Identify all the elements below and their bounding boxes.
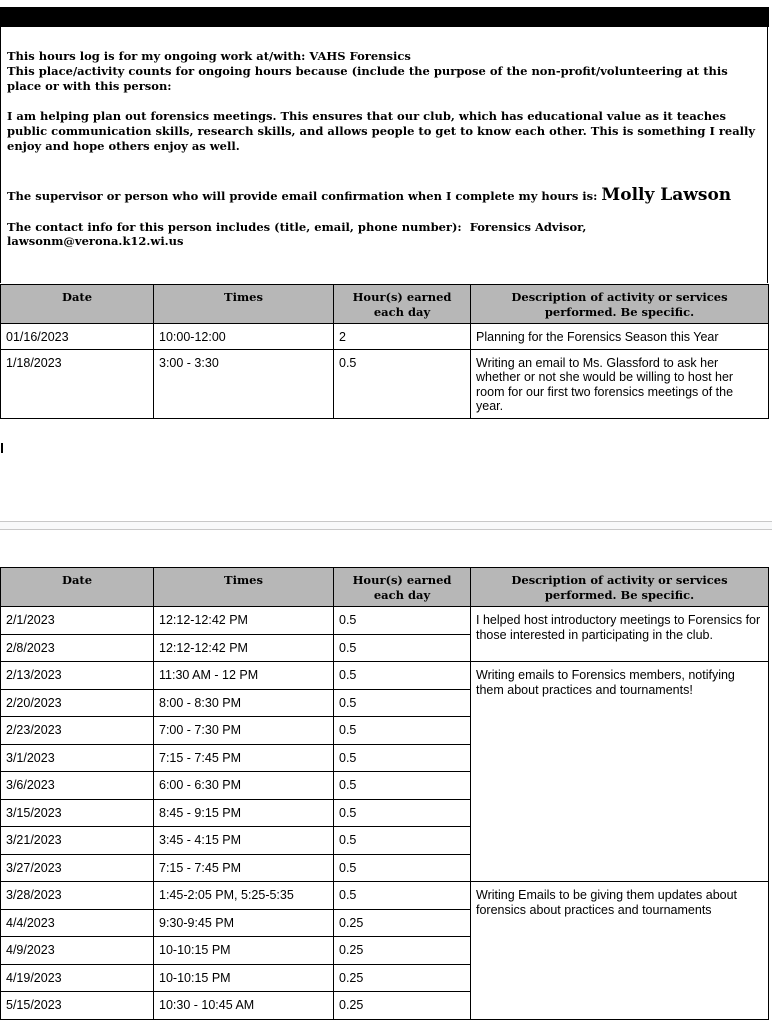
cell-times[interactable]: 6:00 - 6:30 PM xyxy=(154,772,334,800)
cell-times[interactable]: 10-10:15 PM xyxy=(154,964,334,992)
cell-description[interactable]: Planning for the Forensics Season this Year xyxy=(471,324,769,350)
cell-times[interactable]: 12:12-12:42 PM xyxy=(154,607,334,635)
table-row xyxy=(1,349,769,418)
cell-date[interactable]: 1/18/2023 xyxy=(1,349,154,418)
cell-date[interactable]: 01/16/2023 xyxy=(1,324,154,350)
cell-times[interactable]: 12:12-12:42 PM xyxy=(154,634,334,662)
cell-date[interactable]: 3/1/2023 xyxy=(1,744,154,772)
cell-times[interactable]: 3:00 - 3:30 xyxy=(154,349,334,418)
contact-line xyxy=(7,220,762,248)
work-line: This hours log is for my ongoing work at/with: VAHS Forensics xyxy=(7,49,411,63)
table-row xyxy=(1,324,769,350)
cell-hours[interactable]: 0.25 xyxy=(334,909,471,937)
cell-hours[interactable]: 0.5 xyxy=(334,772,471,800)
header-description: Description of activity or services performed. Be specific. xyxy=(471,285,769,324)
contact-prompt: The contact info for this person includes (title, email, phone number): xyxy=(7,220,462,234)
cell-date[interactable]: 3/6/2023 xyxy=(1,772,154,800)
cell-date[interactable]: 3/27/2023 xyxy=(1,854,154,882)
cell-date[interactable]: 3/21/2023 xyxy=(1,827,154,855)
header-times: Times xyxy=(154,285,334,324)
cell-date[interactable]: 5/15/2023 xyxy=(1,992,154,1020)
supervisor-name: Molly Lawson xyxy=(601,185,732,205)
cell-hours[interactable]: 0.5 xyxy=(334,744,471,772)
cell-hours[interactable]: 0.5 xyxy=(334,662,471,690)
header-times: Times xyxy=(154,568,334,607)
section-header-bar xyxy=(0,7,769,27)
cell-description[interactable]: Writing Emails to be giving them updates about forensics about practices and tournaments xyxy=(471,882,769,1020)
purpose-text: I am helping plan out forensics meetings. This ensures that our club, which has educational value as it teaches public communication skills, research skills, and allows people to get to know each other. This is something I really enjoy and hope others enjoy as well. xyxy=(7,109,756,153)
text-cursor xyxy=(1,443,3,453)
cell-hours[interactable]: 0.5 xyxy=(334,882,471,910)
cell-times[interactable]: 3:45 - 4:15 PM xyxy=(154,827,334,855)
supervisor-prompt: The supervisor or person who will provide email confirmation when I complete my hours is: xyxy=(7,189,598,203)
cell-date[interactable]: 2/8/2023 xyxy=(1,634,154,662)
header-date: Date xyxy=(1,568,154,607)
cell-description[interactable]: I helped host introductory meetings to Forensics for those interested in participating in the club. xyxy=(471,607,769,662)
cell-description[interactable]: Writing emails to Forensics members, notifying them about practices and tournaments! xyxy=(471,662,769,882)
cell-date[interactable]: 2/20/2023 xyxy=(1,689,154,717)
supervisor-line xyxy=(7,183,762,208)
cell-hours[interactable]: 0.5 xyxy=(334,607,471,635)
cell-times[interactable]: 1:45-2:05 PM, 5:25-5:35 xyxy=(154,882,334,910)
cell-hours[interactable]: 0.5 xyxy=(334,634,471,662)
cell-times[interactable]: 7:00 - 7:30 PM xyxy=(154,717,334,745)
cell-hours[interactable]: 0.25 xyxy=(334,964,471,992)
cell-date[interactable]: 2/23/2023 xyxy=(1,717,154,745)
header-description: Description of activity or services performed. Be specific. xyxy=(471,568,769,607)
cell-date[interactable]: 4/9/2023 xyxy=(1,937,154,965)
page-break xyxy=(0,521,772,530)
cell-times[interactable]: 10:30 - 10:45 AM xyxy=(154,992,334,1020)
cell-hours[interactable]: 0.5 xyxy=(334,349,471,418)
table-row xyxy=(1,882,769,910)
cell-hours[interactable]: 0.25 xyxy=(334,992,471,1020)
header-hours: Hour(s) earned each day xyxy=(334,568,471,607)
cell-date[interactable]: 4/4/2023 xyxy=(1,909,154,937)
cell-date[interactable]: 4/19/2023 xyxy=(1,964,154,992)
cell-date[interactable]: 2/1/2023 xyxy=(1,607,154,635)
cell-times[interactable]: 10-10:15 PM xyxy=(154,937,334,965)
header-hours: Hour(s) earned each day xyxy=(334,285,471,324)
cell-hours[interactable]: 0.5 xyxy=(334,717,471,745)
cell-times[interactable]: 8:00 - 8:30 PM xyxy=(154,689,334,717)
cell-times[interactable]: 7:15 - 7:45 PM xyxy=(154,854,334,882)
purpose-prompt: This place/activity counts for ongoing hours because (include the purpose of the non-profit/volunteering at this place or with this person: xyxy=(7,64,728,93)
cell-times[interactable]: 9:30-9:45 PM xyxy=(154,909,334,937)
cell-hours[interactable]: 0.25 xyxy=(334,937,471,965)
table-row xyxy=(1,662,769,690)
cell-hours[interactable]: 0.5 xyxy=(334,689,471,717)
cell-times[interactable]: 10:00-12:00 xyxy=(154,324,334,350)
cell-times[interactable]: 7:15 - 7:45 PM xyxy=(154,744,334,772)
cell-hours[interactable]: 2 xyxy=(334,324,471,350)
cell-hours[interactable]: 0.5 xyxy=(334,854,471,882)
table-header-row xyxy=(1,285,769,324)
table-row xyxy=(1,607,769,635)
cell-hours[interactable]: 0.5 xyxy=(334,799,471,827)
cell-description[interactable]: Writing an email to Ms. Glassford to ask her whether or not she would be willing to host her room for our first two forensics meetings of the year. xyxy=(471,349,769,418)
cell-times[interactable]: 8:45 - 9:15 PM xyxy=(154,799,334,827)
intro-section xyxy=(7,49,762,154)
table-header-row xyxy=(1,568,769,607)
contact-value: Forensics Advisor, lawsonm@verona.k12.wi.us xyxy=(7,220,587,248)
cell-date[interactable]: 3/28/2023 xyxy=(1,882,154,910)
hours-table-2 xyxy=(0,567,769,1020)
cell-hours[interactable]: 0.5 xyxy=(334,827,471,855)
cell-date[interactable]: 3/15/2023 xyxy=(1,799,154,827)
header-date: Date xyxy=(1,285,154,324)
hours-table-1 xyxy=(0,284,769,419)
cell-date[interactable]: 2/13/2023 xyxy=(1,662,154,690)
cell-times[interactable]: 11:30 AM - 12 PM xyxy=(154,662,334,690)
